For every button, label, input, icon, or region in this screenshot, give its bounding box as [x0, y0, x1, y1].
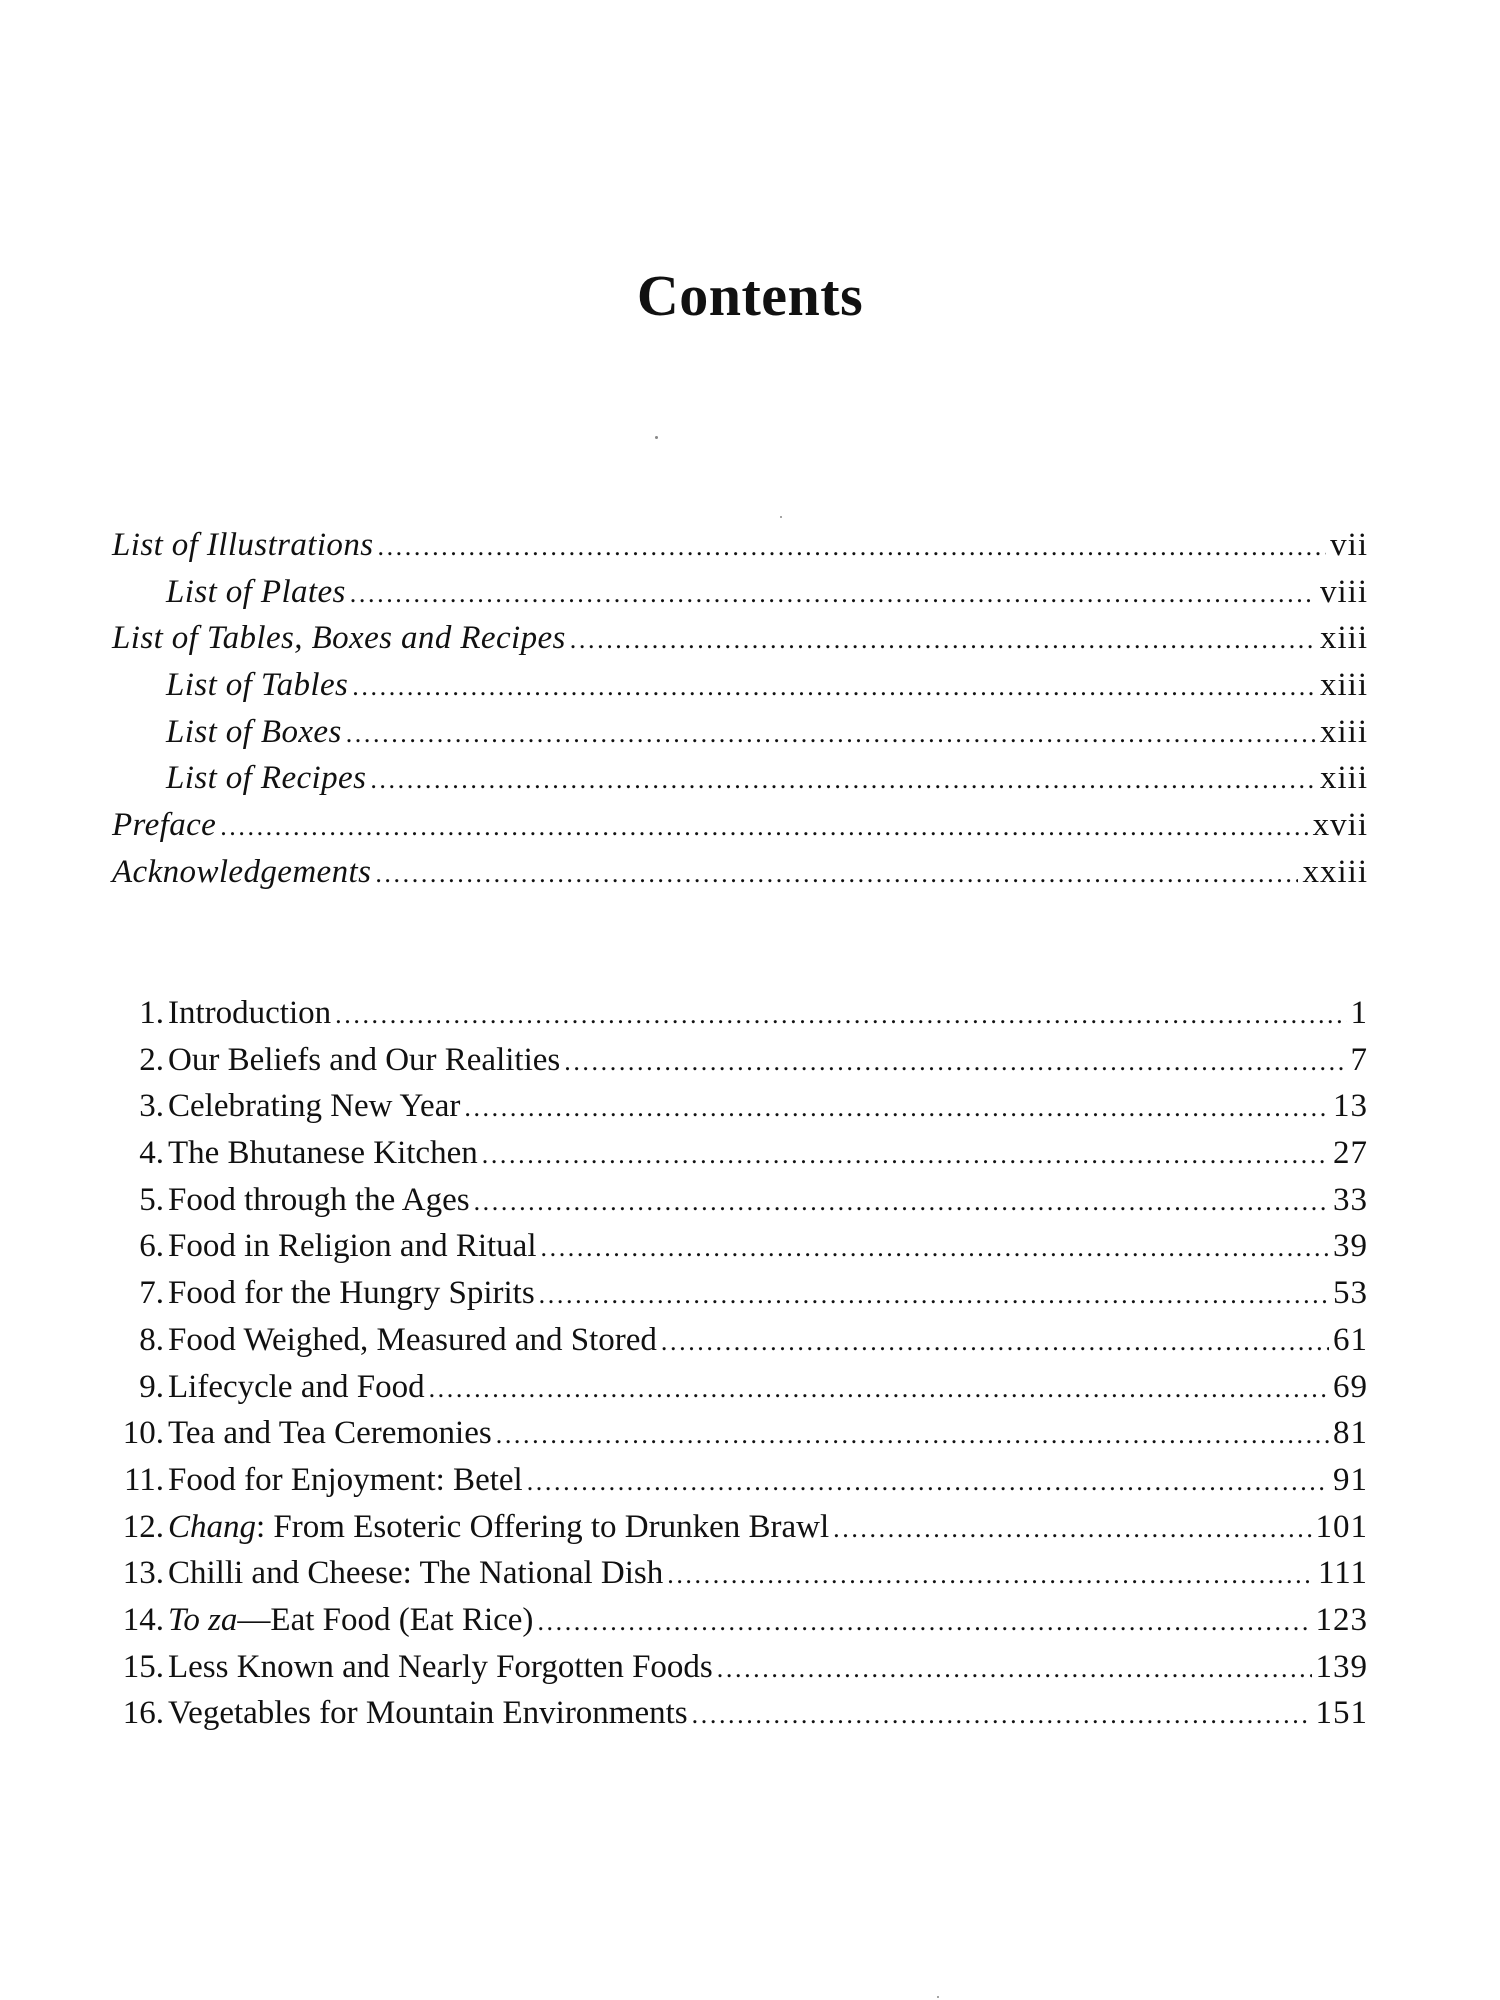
dot-leader — [833, 1506, 1311, 1553]
toc-entry-front — [112, 569, 1368, 616]
chapter-title: Food through the Ages — [168, 1181, 470, 1218]
toc-entry-page: 151 — [1315, 1695, 1368, 1732]
toc-entry-front — [112, 802, 1368, 849]
toc-entry-page: 13 — [1333, 1088, 1368, 1125]
toc-entry-page: 91 — [1333, 1461, 1368, 1498]
toc-entry-label: List of Plates — [166, 573, 346, 610]
dot-leader — [377, 524, 1326, 571]
chapter-number: 3. — [139, 1088, 164, 1125]
toc-entry-page: xiii — [1319, 620, 1368, 657]
toc-entry-page: 7 — [1350, 1041, 1368, 1078]
chapter-list — [112, 990, 1368, 1737]
toc-entry-chapter — [112, 1410, 1368, 1457]
scan-speck — [937, 1996, 939, 1998]
toc-entry-label: List of Tables — [166, 667, 349, 704]
toc-entry-page: 139 — [1315, 1648, 1368, 1685]
toc-entry-page: 123 — [1315, 1601, 1368, 1638]
toc-entry-page: xxiii — [1302, 853, 1368, 890]
chapter-number: 11. — [123, 1461, 164, 1498]
toc-entry-page: xiii — [1319, 667, 1368, 704]
toc-entry-chapter — [112, 990, 1368, 1037]
chapter-title: Chang: From Esoteric Offering to Drunken Brawl — [168, 1508, 830, 1545]
toc-entry-front — [112, 662, 1368, 709]
chapter-title: Introduction — [168, 995, 332, 1031]
toc-entry-page: 53 — [1333, 1275, 1368, 1312]
chapter-number: 5. — [139, 1181, 164, 1218]
toc-entry-page: viii — [1319, 573, 1368, 610]
chapter-title: Food Weighed, Measured and Stored — [168, 1321, 657, 1358]
chapter-number: 13. — [122, 1555, 164, 1592]
chapter-title: Lifecycle and Food — [168, 1368, 425, 1405]
toc-entry-chapter — [112, 1550, 1368, 1597]
toc-entry-chapter — [112, 1083, 1368, 1130]
chapter-title: Celebrating New Year — [168, 1088, 461, 1125]
toc-entry-page: xiii — [1319, 760, 1368, 797]
chapter-number: 8. — [139, 1321, 164, 1358]
toc-entry-front — [112, 522, 1368, 569]
dot-leader — [570, 617, 1316, 664]
dot-leader — [667, 1552, 1314, 1599]
dot-leader — [541, 1225, 1330, 1272]
toc-entry-front — [112, 709, 1368, 756]
toc-entry-page: xvii — [1312, 807, 1368, 844]
dot-leader — [375, 851, 1298, 898]
chapter-title: Chilli and Cheese: The National Dish — [168, 1555, 664, 1592]
toc-entry-front — [112, 849, 1368, 896]
toc-entry-page: 1 — [1350, 995, 1368, 1031]
chapter-number: 4. — [139, 1135, 164, 1172]
toc-entry-chapter — [112, 1223, 1368, 1270]
toc-entry-label: List of Illustrations — [112, 527, 374, 563]
dot-leader — [482, 1132, 1329, 1179]
toc-entry-label: Preface — [112, 807, 217, 844]
toc-entry-front — [112, 755, 1368, 802]
toc-entry-chapter — [112, 1644, 1368, 1691]
dot-leader — [464, 1085, 1329, 1132]
chapter-title: Our Beliefs and Our Realities — [168, 1041, 561, 1078]
toc-entry-chapter — [112, 1364, 1368, 1411]
chapter-title: Vegetables for Mountain Environments — [168, 1695, 688, 1732]
toc-entry-label: Acknowledgements — [112, 853, 372, 890]
dot-leader — [537, 1599, 1311, 1646]
toc-entry-chapter — [112, 1037, 1368, 1084]
toc-entry-chapter — [112, 1457, 1368, 1504]
dot-leader — [370, 757, 1316, 804]
chapter-number: 2. — [139, 1041, 164, 1078]
toc-entry-chapter — [112, 1317, 1368, 1364]
dot-leader — [539, 1272, 1329, 1319]
dot-leader — [346, 711, 1316, 758]
dot-leader — [352, 664, 1316, 711]
dot-leader — [717, 1646, 1312, 1693]
chapter-title: Food for the Hungry Spirits — [168, 1275, 535, 1312]
toc-entry-page: 111 — [1317, 1555, 1368, 1592]
page-title: Contents — [636, 263, 864, 328]
toc-entry-page: 39 — [1333, 1228, 1368, 1265]
chapter-title: Food in Religion and Ritual — [168, 1228, 537, 1265]
chapter-title: The Bhutanese Kitchen — [168, 1135, 478, 1172]
dot-leader — [496, 1412, 1329, 1459]
chapter-number: 1. — [139, 995, 164, 1031]
chapter-number: 15. — [122, 1648, 164, 1685]
toc-entry-chapter — [112, 1597, 1368, 1644]
dot-leader — [429, 1366, 1329, 1413]
toc-entry-page: 81 — [1333, 1415, 1368, 1452]
toc-entry-chapter — [112, 1270, 1368, 1317]
dot-leader — [335, 992, 1346, 1039]
chapter-number: 10. — [122, 1415, 164, 1452]
chapter-title: Less Known and Nearly Forgotten Foods — [168, 1648, 713, 1685]
chapter-number: 7. — [139, 1275, 164, 1312]
toc-entry-label: List of Boxes — [166, 713, 342, 750]
scan-speck — [655, 436, 658, 439]
toc-entry-chapter — [112, 1690, 1368, 1737]
dot-leader — [474, 1179, 1329, 1226]
dot-leader — [350, 571, 1316, 618]
toc-entry-page: 69 — [1333, 1368, 1368, 1405]
toc-entry-page: 33 — [1333, 1181, 1368, 1218]
toc-entry-chapter — [112, 1177, 1368, 1224]
toc-entry-front — [112, 615, 1368, 662]
chapter-title: Tea and Tea Ceremonies — [168, 1415, 492, 1452]
chapter-title: To za—Eat Food (Eat Rice) — [168, 1601, 534, 1638]
toc-entry-label: List of Tables, Boxes and Recipes — [112, 620, 566, 657]
dot-leader — [661, 1319, 1329, 1366]
dot-leader — [564, 1039, 1346, 1086]
toc-entry-page: 101 — [1315, 1508, 1368, 1545]
scan-speck — [780, 516, 782, 518]
chapter-number: 16. — [122, 1695, 164, 1732]
toc-entry-chapter — [112, 1504, 1368, 1551]
toc-entry-page: 27 — [1333, 1135, 1368, 1172]
chapter-number: 9. — [139, 1368, 164, 1405]
dot-leader — [692, 1692, 1312, 1739]
dot-leader — [527, 1459, 1329, 1506]
toc-entry-chapter — [112, 1130, 1368, 1177]
toc-entry-page: xiii — [1319, 713, 1368, 750]
toc-entry-label: List of Recipes — [166, 760, 367, 797]
chapter-number: 12. — [122, 1508, 164, 1545]
chapter-number: 6. — [139, 1228, 164, 1265]
front-matter-list — [112, 522, 1368, 896]
toc-entry-page: vii — [1330, 527, 1368, 563]
chapter-number: 14. — [122, 1601, 164, 1638]
dot-leader — [220, 804, 1308, 851]
chapter-title: Food for Enjoyment: Betel — [168, 1461, 523, 1498]
toc-entry-page: 61 — [1333, 1321, 1368, 1358]
